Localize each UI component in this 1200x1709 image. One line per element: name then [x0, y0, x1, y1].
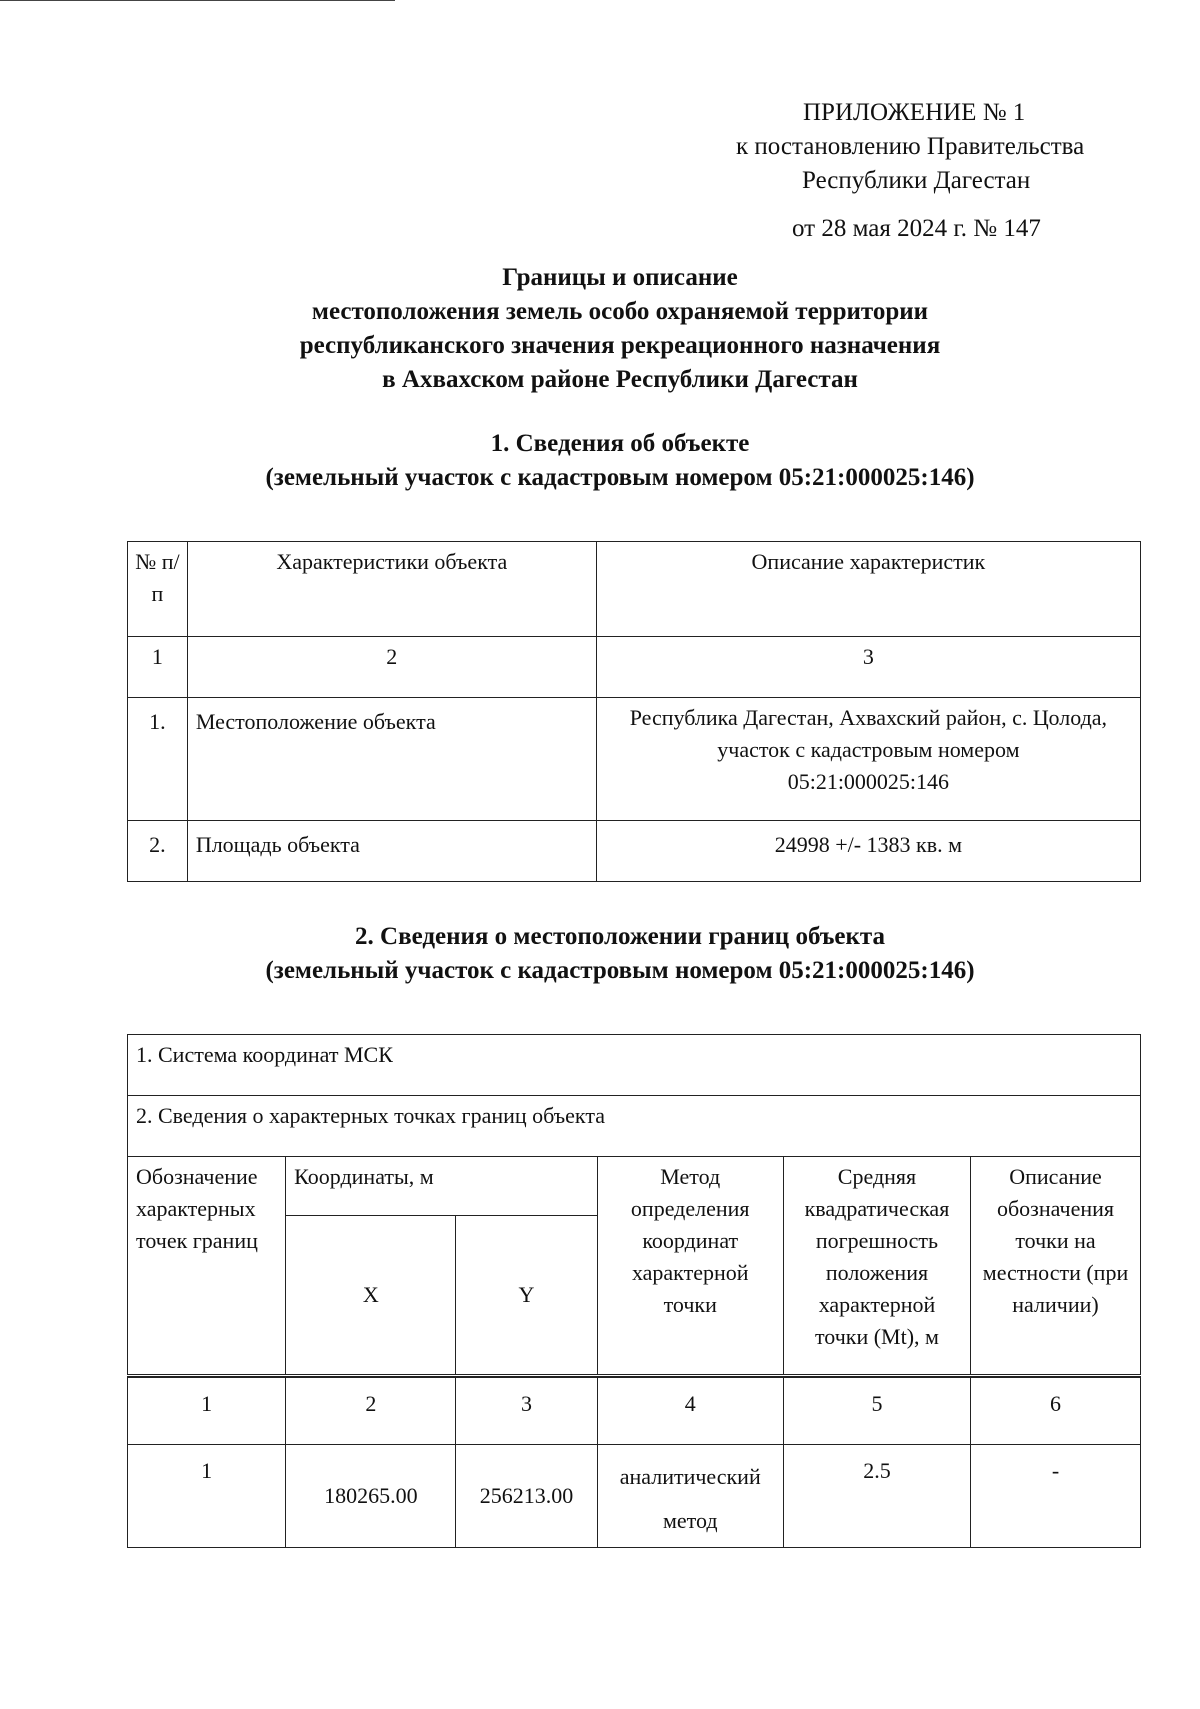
- column-number: 1: [128, 637, 188, 698]
- row-number: 2.: [128, 821, 188, 882]
- point-x: 180265.00: [286, 1445, 456, 1548]
- header-characteristics: Характеристики объекта: [187, 542, 596, 637]
- boundary-points-table: [127, 1034, 1141, 1548]
- table-row: [128, 698, 1141, 821]
- section2-heading: 2. Сведения о местоположении границ объекта: [355, 923, 885, 950]
- header-method: Метод определения координат характерной точки: [597, 1157, 783, 1376]
- point-description: -: [971, 1445, 1141, 1548]
- column-number: 1: [128, 1378, 286, 1445]
- table-row: [128, 821, 1141, 882]
- section1-title: [100, 427, 1140, 495]
- row-name: Местоположение объекта: [187, 698, 596, 821]
- title-line-3: республиканского значения рекреационного назначения: [299, 332, 941, 359]
- point-method: аналитический метод: [597, 1445, 783, 1548]
- title-line-1: Границы и описание: [502, 264, 738, 291]
- header-x: X: [286, 1216, 456, 1376]
- section2-title: [100, 920, 1140, 988]
- table-header-row: [128, 542, 1141, 637]
- column-number: 3: [596, 637, 1140, 698]
- appendix-date: от 28 мая 2024 г. № 147: [792, 215, 1041, 242]
- header-error: Средняя квадратическая погрешность положения характерной точки (Mt), м: [783, 1157, 970, 1376]
- header-y: Y: [456, 1216, 597, 1376]
- table-row: [128, 1445, 1141, 1548]
- header-coordinates: Координаты, м: [286, 1157, 597, 1216]
- section2-subheading: (земельный участок с кадастровым номером 05:21:000025:146): [265, 957, 975, 984]
- points-info: 2. Сведения о характерных точках границ объекта: [128, 1096, 1141, 1157]
- point-y: 256213.00: [456, 1445, 597, 1548]
- header-designation: Обозначение характерных точек границ: [128, 1157, 286, 1376]
- column-number: 6: [971, 1378, 1141, 1445]
- points-info-row: [128, 1096, 1141, 1157]
- appendix-resolution: к постановлению Правительства: [736, 133, 1085, 160]
- title-line-2: местоположения земель особо охраняемой территории: [311, 298, 929, 325]
- column-number: 5: [783, 1378, 970, 1445]
- appendix-republic: Республики Дагестан: [802, 167, 1031, 194]
- coordinate-system-row: [128, 1035, 1141, 1096]
- column-number: 2: [286, 1378, 456, 1445]
- section1-heading: 1. Сведения об объекте: [490, 430, 750, 457]
- object-info-table: [127, 541, 1141, 882]
- column-number: 3: [456, 1378, 597, 1445]
- row-description: [596, 698, 1140, 821]
- appendix-number: ПРИЛОЖЕНИЕ № 1: [803, 99, 1026, 126]
- header-number: № п/п: [128, 542, 188, 637]
- document-title: [100, 261, 1140, 397]
- row-number: 1.: [128, 698, 188, 821]
- location-line-2: участок с кадастровым номером: [717, 737, 1020, 762]
- location-line-3: 05:21:000025:146: [787, 769, 950, 794]
- column-numbers-row: [128, 637, 1141, 698]
- header-description: Описание характеристик: [596, 542, 1140, 637]
- column-number: 4: [597, 1378, 783, 1445]
- column-numbers-row: [128, 1378, 1141, 1445]
- coordinate-system: 1. Система координат МСК: [128, 1035, 1141, 1096]
- section1-subheading: (земельный участок с кадастровым номером 05:21:000025:146): [265, 464, 975, 491]
- title-line-4: в Ахвахском районе Республики Дагестан: [382, 366, 858, 393]
- point-error: 2.5: [783, 1445, 970, 1548]
- point-number: 1: [128, 1445, 286, 1548]
- row-description: 24998 +/- 1383 кв. м: [596, 821, 1140, 882]
- header-point-description: Описание обозначения точки на местности (при наличии): [971, 1157, 1141, 1376]
- column-number: 2: [187, 637, 596, 698]
- location-line-1: Республика Дагестан, Ахвахский район, с. Цолода,: [629, 705, 1108, 730]
- top-rule: [0, 0, 395, 1]
- row-name: Площадь объекта: [187, 821, 596, 882]
- table-header-row: [128, 1157, 1141, 1216]
